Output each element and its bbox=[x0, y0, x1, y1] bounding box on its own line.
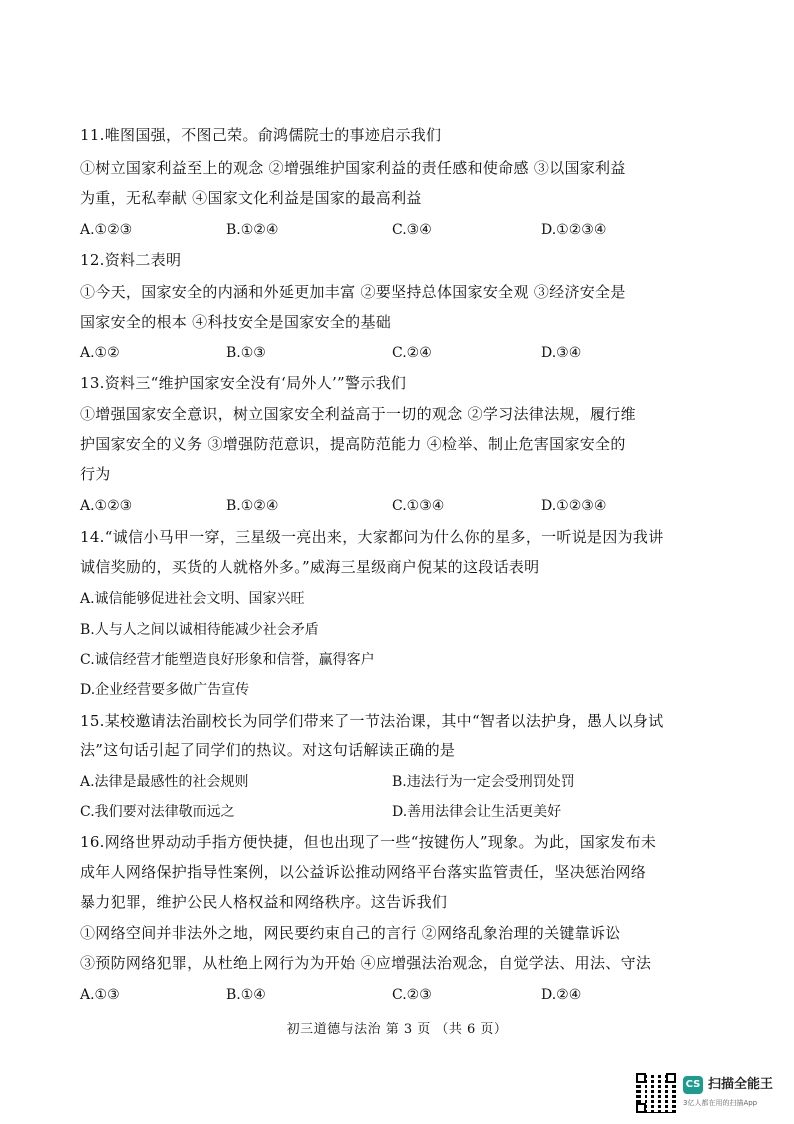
option-c: C.②③ bbox=[392, 987, 432, 1003]
option-d: D.②④ bbox=[541, 987, 582, 1003]
question-statements: ①网络空间并非法外之地，网民要约束自己的言行 ②网络乱象治理的关键靠诉讼 bbox=[80, 924, 621, 942]
question-stem: 暴力犯罪，维护公民人格权益和网络秩序。这告诉我们 bbox=[80, 893, 448, 911]
question-stem: 诚信奖励的，买货的人就格外多。”威海三星级商户倪某的这段话表明 bbox=[80, 558, 540, 576]
question-statements: ①树立国家利益至上的观念 ②增强维护国家利益的责任感和使命感 ③以国家利益 bbox=[80, 159, 626, 177]
option-a: A.法律是最感性的社会规则 bbox=[80, 774, 249, 790]
question-statements: ③预防网络犯罪，从杜绝上网行为为开始 ④应增强法治观念，自觉学法、用法、守法 bbox=[80, 954, 652, 972]
question-stem: 成年人网络保护指导性案例，以公益诉讼推动网络平台落实监管责任，坚决惩治网络 bbox=[80, 863, 647, 881]
question-stem: 15.某校邀请法治副校长为同学们带来了一节法治课，其中“智者以法护身，愚人以身试 bbox=[80, 712, 664, 730]
option-b: B.①②④ bbox=[226, 222, 279, 238]
scanner-tagline: 3亿人都在用的扫描App bbox=[683, 1099, 758, 1107]
option-b: B.①③ bbox=[226, 345, 266, 361]
question-stem: 11.唯图国强，不图己荣。俞鸿儒院士的事迹启示我们 bbox=[80, 126, 442, 144]
option-c: C.诚信经营才能塑造良好形象和信誉，赢得客户 bbox=[80, 652, 375, 668]
page-footer: 初三道德与法治 第 3 页 （共 6 页） bbox=[286, 1022, 508, 1037]
question-stem: 13.资料三“维护国家安全没有‘局外人’”警示我们 bbox=[80, 374, 407, 392]
question-statements: ①增强国家安全意识，树立国家安全利益高于一切的观念 ②学习法律法规，履行维 bbox=[80, 405, 636, 423]
option-d: D.③④ bbox=[541, 345, 582, 361]
question-stem: 法”这句话引起了同学们的热议。对这句话解读正确的是 bbox=[80, 741, 456, 759]
option-b: B.①④ bbox=[226, 987, 266, 1003]
option-d: D.①②③④ bbox=[541, 222, 607, 238]
option-c: C.②④ bbox=[392, 345, 432, 361]
option-b: B.①②④ bbox=[226, 498, 279, 514]
option-b: B.人与人之间以诚相待能减少社会矛盾 bbox=[80, 622, 319, 638]
qr-finder-icon bbox=[636, 1103, 646, 1113]
question-statements: ①今天，国家安全的内涵和外延更加丰富 ②要坚持总体国家安全观 ③经济安全是 bbox=[80, 283, 626, 301]
question-statements: 为重，无私奉献 ④国家文化利益是国家的最高利益 bbox=[80, 189, 422, 207]
option-d: D.企业经营要多做广告宣传 bbox=[80, 682, 250, 698]
question-statements: 护国家安全的义务 ③增强防范意识，提高防范能力 ④检举、制止危害国家安全的 bbox=[80, 435, 626, 453]
option-b: B.违法行为一定会受刑罚处罚 bbox=[392, 774, 575, 790]
option-a: A.诚信能够促进社会文明、国家兴旺 bbox=[80, 591, 305, 607]
option-a: A.①②③ bbox=[80, 222, 133, 238]
camscanner-logo-icon: CS bbox=[683, 1076, 703, 1094]
question-stem: 14.“诚信小马甲一穿，三星级一亮出来，大家都问为什么你的星多，一听说是因为我讲 bbox=[80, 528, 664, 546]
option-a: A.①② bbox=[80, 345, 120, 361]
option-c: C.①③④ bbox=[392, 498, 445, 514]
option-a: A.①②③ bbox=[80, 498, 133, 514]
option-d: D.①②③④ bbox=[541, 498, 607, 514]
option-c: C.③④ bbox=[392, 222, 432, 238]
question-stem: 12.资料二表明 bbox=[80, 251, 182, 269]
qr-finder-icon bbox=[666, 1073, 676, 1083]
scanner-app-name: 扫描全能王 bbox=[708, 1077, 774, 1092]
question-stem: 16.网络世界动动手指方便快捷，但也出现了一些“按键伤人”现象。为此，国家发布未 bbox=[80, 833, 657, 851]
question-statements: 国家安全的根本 ④科技安全是国家安全的基础 bbox=[80, 313, 392, 331]
option-c: C.我们要对法律敬而远之 bbox=[80, 804, 235, 820]
qr-finder-icon bbox=[636, 1073, 646, 1083]
option-d: D.善用法律会让生活更美好 bbox=[392, 804, 562, 820]
option-a: A.①③ bbox=[80, 987, 120, 1003]
question-statements: 行为 bbox=[80, 465, 111, 483]
